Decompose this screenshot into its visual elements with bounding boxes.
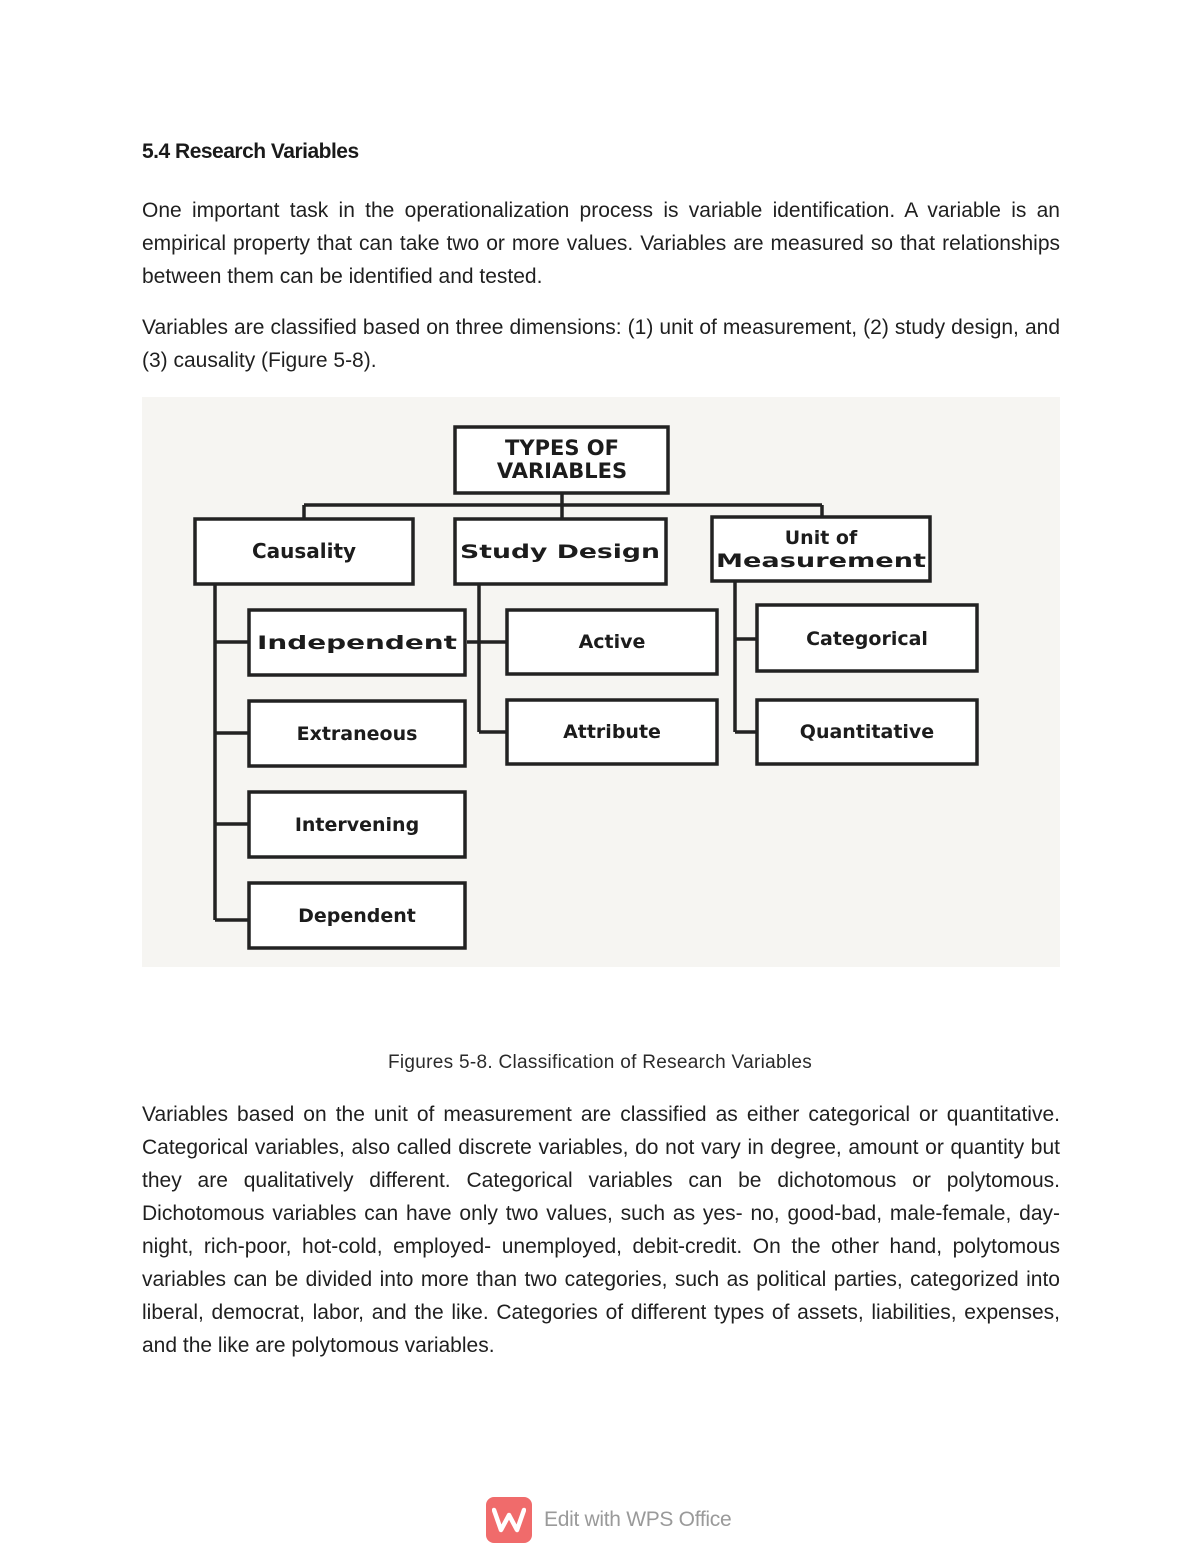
paragraph-unit-of-measurement: Variables based on the unit of measurement are classified as either categorical or quantitative. Categorical variables, also called discrete variables, do not vary in degree, amount or quantity but they are qualitatively different. Categorical variables can be dichotomous or polytomous. Dichotomous variables can have only two values, such as yes- no, good-bad, male-female, day-night, rich-poor, hot-cold, employed- unemployed, debit-credit. On the other hand, polytomous variables can be divided into more than two categories, such as political parties, categorized into liberal, democrat, labor, and the like. Categories of different types of assets, liabilities, expenses, and the like are polytomous variables. [142,1103,1060,1357]
figure-classification-diagram [142,397,1060,967]
diagram-node-causality [195,519,413,584]
wps-edit-label[interactable]: Edit with WPS Office [544,1508,732,1531]
causality-child-2: Extraneous [296,723,418,745]
diagram-node-active [507,610,717,674]
root-line-2: VARIABLES [496,459,628,483]
unit-child-1: Categorical [806,628,928,650]
diagram-node-extraneous [249,701,465,766]
figure-caption: Figures 5-8. Classification of Research Variables [387,1052,813,1073]
paragraph-dimensions: Variables are classified based on three dimensions: (1) unit of measurement, (2) study design, and (3) causality (Figure 5-8). [142,316,1060,372]
diagram-node-intervening [249,792,465,857]
diagram-root-node [455,427,668,493]
unit-line-1: Unit of [784,527,858,549]
wps-w-glyph [492,1506,526,1534]
diagram-node-categorical [757,605,977,671]
diagram-node-independent [249,610,465,675]
unit-line-2: Measurement [716,550,926,572]
causality-child-1: Independent [257,632,457,654]
wps-logo-icon [486,1497,532,1543]
diagram-node-unit-of-measurement [712,517,930,581]
diagram-node-quantitative [757,700,977,764]
page-content-bottom [142,1098,1060,1380]
unit-child-2: Quantitative [799,721,935,743]
page-content-top [142,140,1060,395]
causality-child-3: Intervening [294,814,420,836]
causality-child-4: Dependent [298,905,416,927]
diagram-node-attribute [507,700,717,764]
study-design-child-1: Active [578,631,646,653]
study-design-child-2: Attribute [563,721,661,743]
root-line-1: TYPES OF [505,436,619,460]
section-heading: 5.4 Research Variables [142,140,359,163]
causality-label: Causality [251,539,357,563]
paragraph-intro: One important task in the operationalization process is variable identification. A variable is an empirical property that can take two or more values. Variables are measured so that relationships between them can be identified and tested. [142,199,1060,288]
diagram-svg [142,397,1060,967]
diagram-node-study-design [455,519,666,584]
diagram-node-dependent [249,883,465,948]
wps-edit-badge[interactable] [486,1497,731,1543]
study-design-label: Study Design [460,542,660,563]
